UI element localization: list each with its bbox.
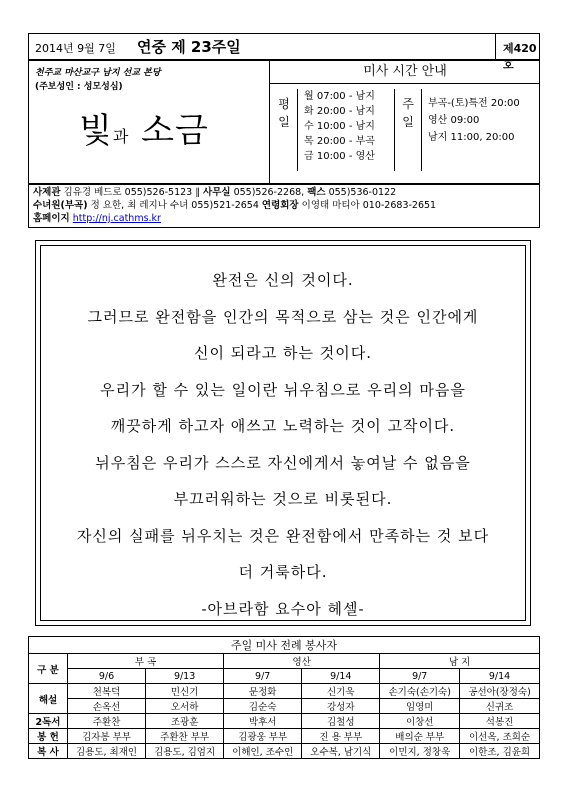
list-item: 월 07:00 - 남지	[304, 91, 375, 102]
value: 김유경 베드로 055)526-5123 ∥	[60, 187, 204, 198]
table-cell: 김철성	[302, 714, 380, 729]
sunday-mass-list	[421, 89, 539, 171]
quote-line: 자신의 실패를 뉘우치는 것은 완전함에서 만족하는 것 보다	[76, 526, 490, 545]
quote-frame	[40, 245, 526, 621]
logo-conjunction: 과	[112, 127, 130, 146]
value: 이영태 마티아 010-2683-2651	[298, 200, 437, 211]
table-cell: 손기숙(손기숙)	[380, 684, 460, 699]
table-cell: 김광웅 부부	[224, 729, 302, 744]
header-bar	[28, 33, 540, 71]
list-item: 부곡-(토)특전 20:00	[428, 98, 520, 109]
contact-line	[33, 199, 535, 212]
issue-number: 제420호	[503, 42, 537, 71]
table-cell: 박후서	[224, 714, 302, 729]
quote-line: 그러므로 완전함을 인간의 목적으로 삼는 것은 인간에게	[87, 307, 479, 326]
corner-header: 구 분	[29, 654, 68, 684]
quote-author: -아브라함 요수아 헤셀-	[201, 599, 365, 618]
date-header: 9/14	[460, 669, 540, 684]
date-header: 9/7	[380, 669, 460, 684]
table-cell: 이한조, 김윤희	[460, 744, 540, 759]
label: 홈페이지	[33, 213, 70, 224]
sunday-label	[401, 95, 415, 131]
table-cell: 신기욱	[302, 684, 380, 699]
table-cell: 천복덕	[68, 684, 146, 699]
quote-line: 부끄러워하는 것으로 비롯된다.	[173, 490, 393, 508]
date-header: 9/14	[302, 669, 380, 684]
table-title: 주일 미사 전례 봉사자	[29, 637, 540, 654]
value: 055)526-2268,	[230, 187, 308, 198]
table-cell: 문정화	[224, 684, 302, 699]
list-item: 화 20:00 - 남지	[304, 106, 375, 117]
table-cell: 오수복, 남기식	[302, 744, 380, 759]
liturgy-schedule	[28, 636, 540, 794]
sunday-label-char: 주	[402, 97, 414, 111]
table-cell: 진 용 부부	[302, 729, 380, 744]
list-item: 영산 09:00	[428, 115, 480, 126]
label: 수녀원(부곡)	[33, 200, 88, 211]
row-header: 2독서	[29, 714, 68, 729]
table-row	[29, 729, 540, 744]
weekday-label-char: 일	[278, 115, 290, 129]
masthead	[28, 60, 540, 184]
date-header: 9/13	[146, 669, 224, 684]
sunday-label-char: 일	[402, 115, 414, 129]
table-cell: 김용도, 김엄지	[146, 744, 224, 759]
table-cell: 이창선	[380, 714, 460, 729]
quote-line: 우리가 할 수 있는 일이란 뉘우침으로 우리의 마음을	[100, 380, 466, 399]
weekday-label	[277, 95, 291, 131]
contact-info	[28, 184, 540, 228]
list-item: 수 10:00 - 남지	[304, 121, 375, 132]
table-cell: 배의순 부부	[380, 729, 460, 744]
table-cell: 조광훈	[146, 714, 224, 729]
quote-box	[35, 240, 531, 626]
table-cell: 이선옥, 조희순	[460, 729, 540, 744]
table-cell: 임영미	[380, 699, 460, 714]
table-cell: 김자봉 부부	[68, 729, 146, 744]
table-cell: 신귀조	[460, 699, 540, 714]
mass-times-title: 미사 시간 안내	[270, 61, 540, 84]
table-row	[29, 684, 540, 699]
quote-line: 더 거룩하다.	[238, 563, 328, 581]
issue-date: 2014년 9월 7일	[35, 42, 116, 55]
table-row	[29, 699, 540, 714]
contact-line	[33, 186, 535, 199]
logo-word-salt: 소금	[141, 111, 209, 151]
quote-line: 뉘우침은 우리가 스스로 자신에게서 놓여날 수 없음을	[95, 453, 471, 472]
value: 정 요한, 최 레지나 수녀 055)521-2654	[87, 200, 262, 211]
logo-word-light: 빛	[79, 111, 113, 151]
date-header: 9/6	[68, 669, 146, 684]
quote-line: 완전은 신의 것이다.	[212, 271, 354, 289]
parish-header: 영산	[224, 654, 380, 669]
label: 연령회장	[261, 200, 299, 211]
table-cell: 이민지, 정창욱	[380, 744, 460, 759]
label: 사무실	[203, 187, 231, 198]
table-cell: 공선아(장정숙)	[460, 684, 540, 699]
list-item: 금 10:00 - 영산	[304, 151, 375, 162]
list-item: 남지 11:00, 20:00	[428, 132, 515, 143]
parish-header: 남 지	[380, 654, 540, 669]
table-cell: 민신기	[146, 684, 224, 699]
table-row	[29, 714, 540, 729]
table-cell: 오서하	[146, 699, 224, 714]
table-cell: 김순숙	[224, 699, 302, 714]
table-cell: 주환찬	[68, 714, 146, 729]
patron-saint: (주보성인 : 성모성심)	[35, 82, 123, 92]
table-cell: 주환찬 부부	[146, 729, 224, 744]
weekday-mass-list	[297, 89, 395, 171]
label: 팩스	[307, 187, 326, 198]
table-cell: 강성자	[302, 699, 380, 714]
liturgical-title: 연중 제 23주일	[137, 38, 241, 56]
date-header: 9/7	[224, 669, 302, 684]
weekday-label-char: 평	[278, 97, 290, 111]
table-cell: 석봉진	[460, 714, 540, 729]
value: 055)536-0122	[325, 187, 397, 198]
quote-text	[41, 262, 525, 627]
row-header: 복 사	[29, 744, 68, 759]
table-cell: 손옥선	[68, 699, 146, 714]
contact-line	[33, 212, 535, 225]
quote-line: 깨끗하게 하고자 애쓰고 노력하는 것이 고작이다.	[110, 417, 456, 435]
list-item: 목 20:00 - 부곡	[304, 136, 375, 147]
quote-line: 신이 되라고 하는 것이다.	[194, 344, 372, 362]
row-header: 해설	[29, 684, 68, 714]
table-row	[29, 744, 540, 759]
divider	[495, 34, 496, 59]
table-cell: 이해인, 조수인	[224, 744, 302, 759]
label: 사제관	[33, 187, 61, 198]
table-cell: 김용도, 최재인	[68, 744, 146, 759]
schedule-table	[28, 636, 540, 759]
parish-header: 부 곡	[68, 654, 224, 669]
bulletin-logo	[79, 103, 209, 152]
homepage-link[interactable]: http://nj.cathms.kr	[72, 213, 161, 224]
row-header: 봉 헌	[29, 729, 68, 744]
parish-name: 천주교 마산교구 남지 선교 본당	[35, 68, 161, 78]
